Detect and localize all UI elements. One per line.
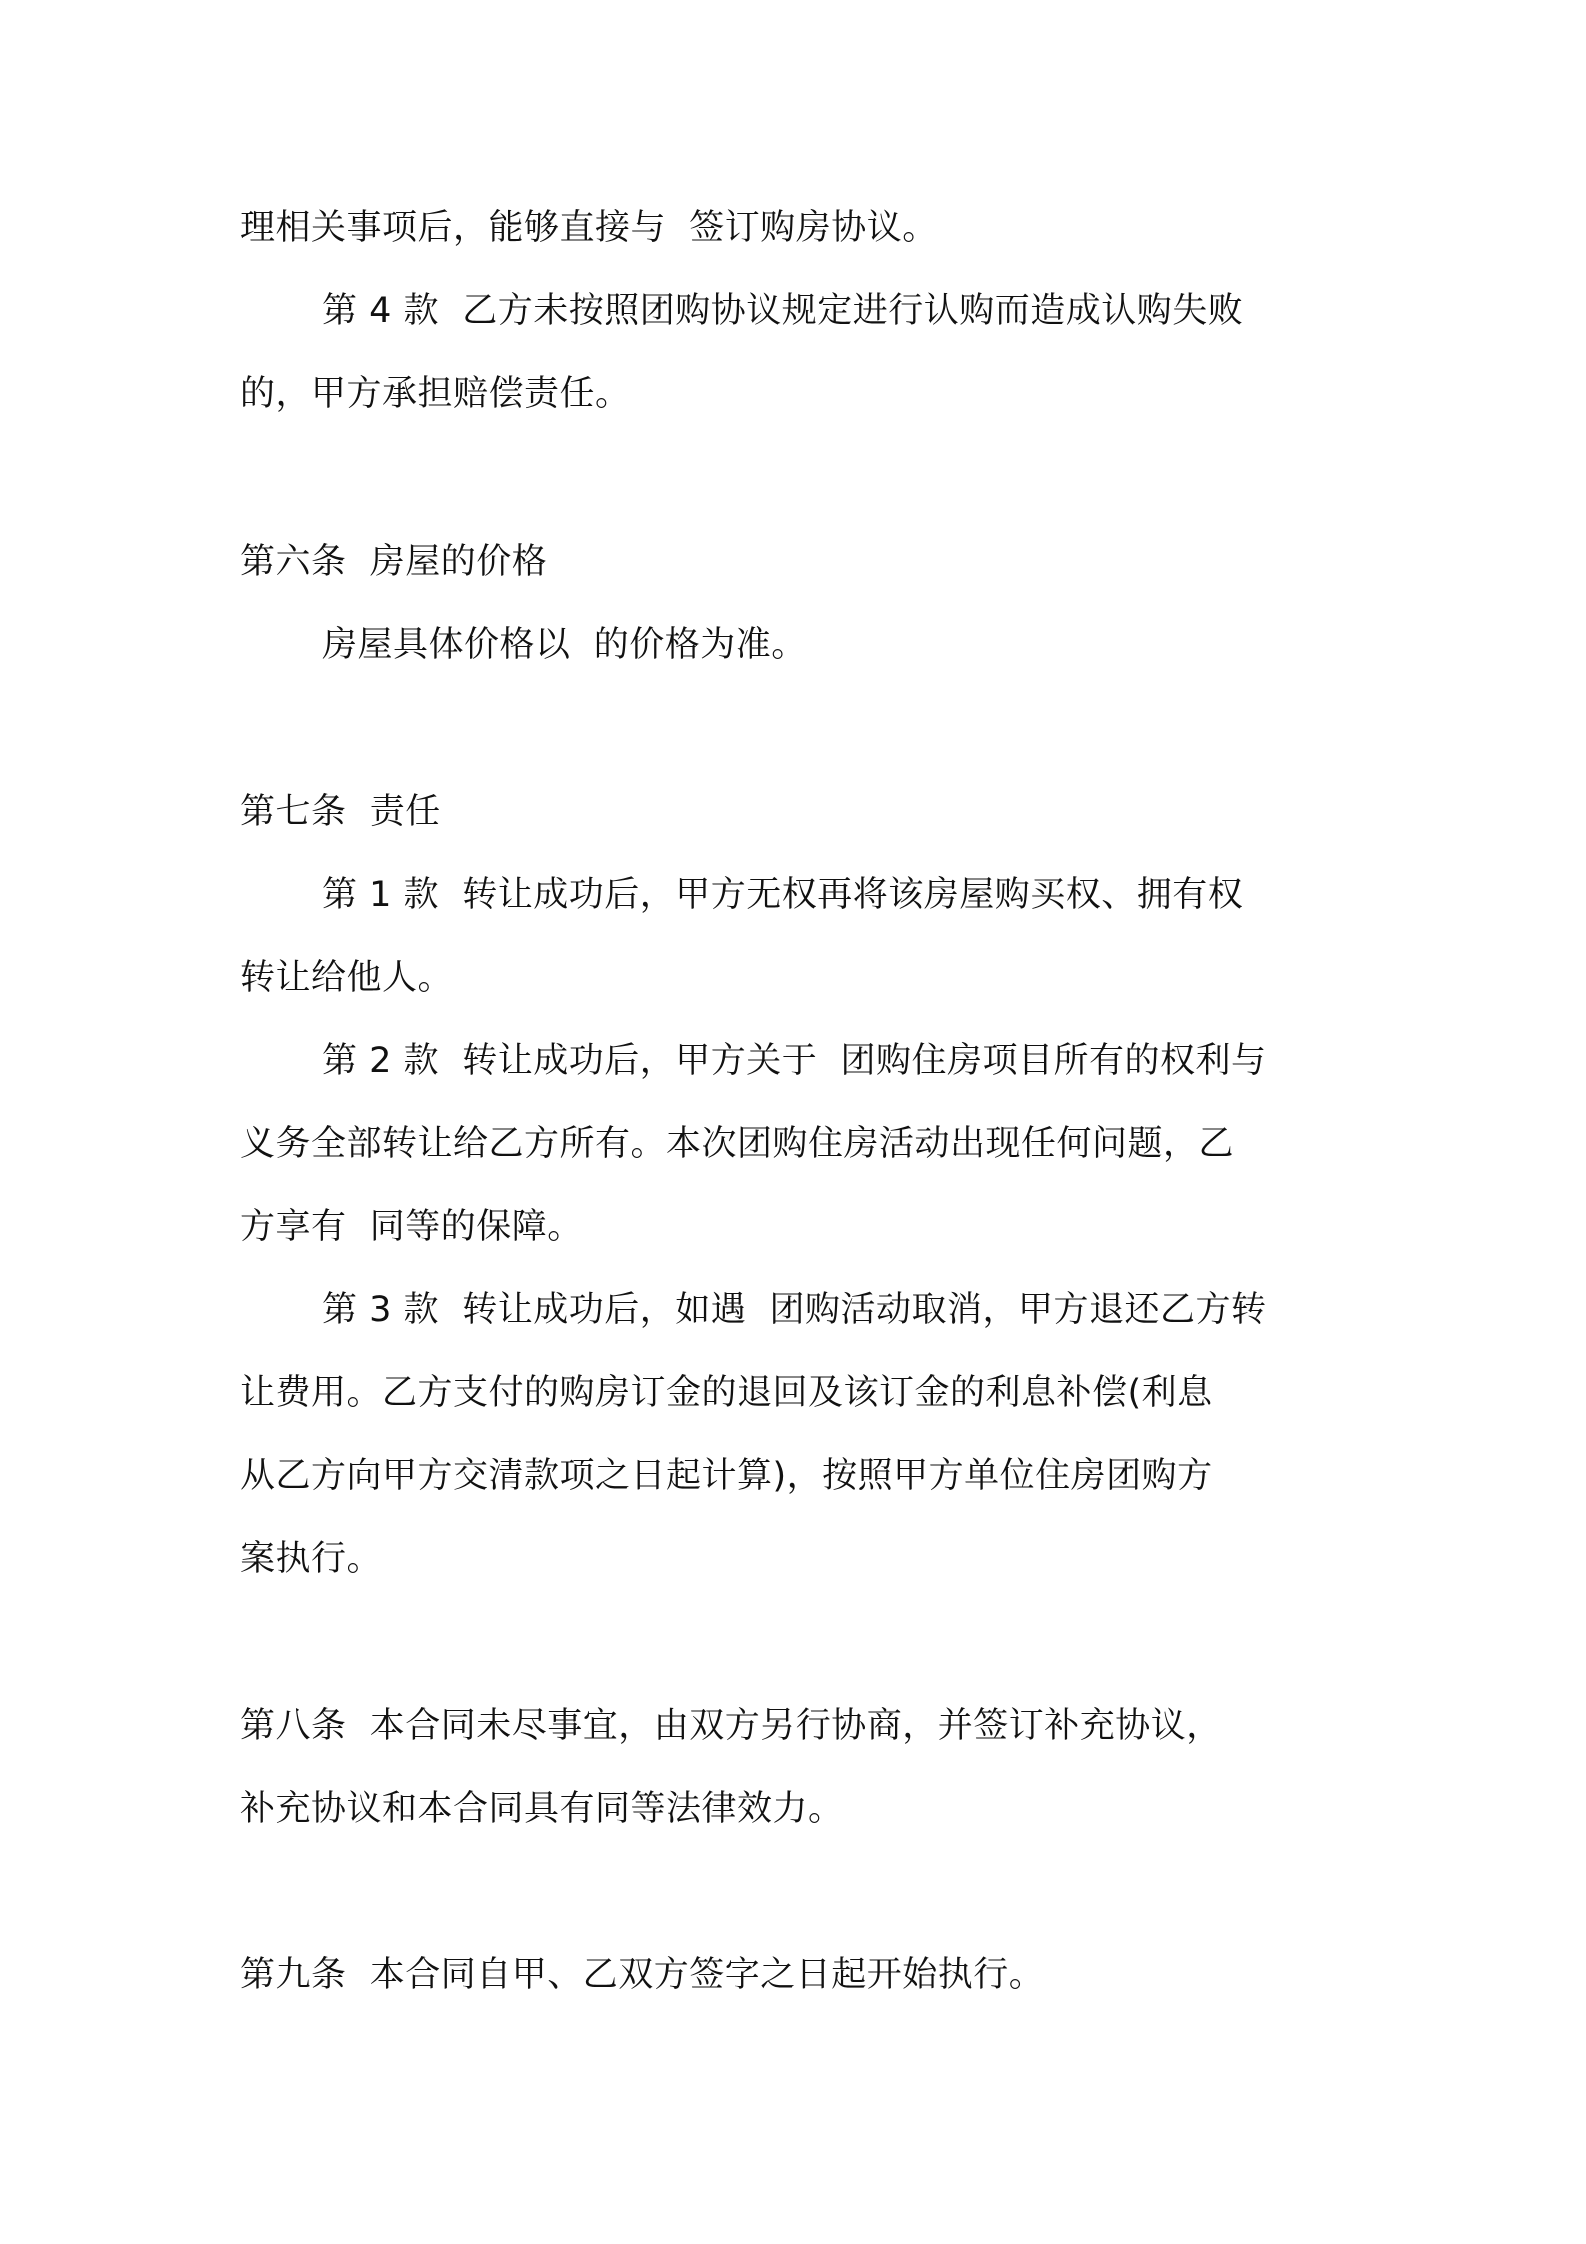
clause-4-line-2: 的，甲方承担赔偿责任。 xyxy=(240,374,631,414)
text-line: 理相关事项后，能够直接与 签订购房协议。 xyxy=(240,208,938,248)
clause-3-line-2: 让费用。乙方支付的购房订金的退回及该订金的利息补偿(利息 xyxy=(240,1373,1213,1413)
clause-1-line-1: 第 1 款 转让成功后，甲方无权再将该房屋购买权、拥有权 xyxy=(322,875,1244,915)
clause-3-line-4: 案执行。 xyxy=(240,1539,383,1579)
article-8-line-2: 补充协议和本合同具有同等法律效力。 xyxy=(240,1789,844,1829)
clause-3-line-1: 第 3 款 转让成功后，如遇 团购活动取消，甲方退还乙方转 xyxy=(322,1290,1267,1330)
clause-2-line-3: 方享有 同等的保障。 xyxy=(240,1207,583,1247)
article-6-body: 房屋具体价格以 的价格为准。 xyxy=(322,625,807,665)
article-6-heading: 第六条 房屋的价格 xyxy=(240,542,548,582)
article-7-heading: 第七条 责任 xyxy=(240,792,441,832)
clause-2-line-2: 义务全部转让给乙方所有。本次团购住房活动出现任何问题，乙 xyxy=(240,1124,1235,1164)
clause-1-line-2: 转让给他人。 xyxy=(240,958,454,998)
clause-2-line-1: 第 2 款 转让成功后，甲方关于 团购住房项目所有的权利与 xyxy=(322,1041,1267,1081)
article-9-line: 第九条 本合同自甲、乙双方签字之日起开始执行。 xyxy=(240,1955,1045,1995)
article-8-line-1: 第八条 本合同未尽事宜，由双方另行协商，并签订补充协议， xyxy=(240,1706,1222,1746)
clause-3-line-3: 从乙方向甲方交清款项之日起计算)，按照甲方单位住房团购方 xyxy=(240,1456,1213,1496)
clause-4-line-1: 第 4 款 乙方未按照团购协议规定进行认购而造成认购失败 xyxy=(322,291,1244,331)
